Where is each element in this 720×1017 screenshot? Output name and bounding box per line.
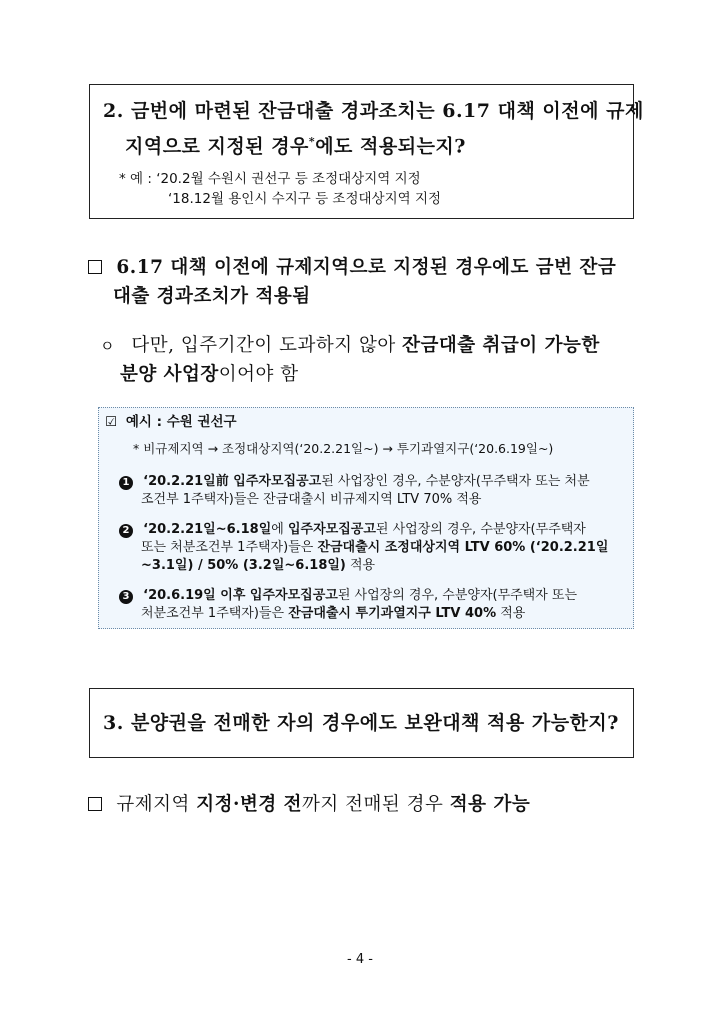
example-item-3-line2 bbox=[141, 605, 525, 623]
answer-2-sub-line1 bbox=[100, 331, 600, 361]
example-item-3-line1 bbox=[119, 587, 577, 605]
answer-3-part-a: 규제지역 bbox=[116, 794, 197, 815]
answer-2-line1 bbox=[88, 253, 616, 283]
question-2-note-line1: * 예 : ‘20.2월 수원시 권선구 등 조정대상지역 지정 bbox=[119, 171, 421, 187]
question-2-note-line2: ‘18.12월 용인시 수지구 등 조정대상지역 지정 bbox=[168, 191, 442, 207]
example-item-1-line2: 조건부 1주택자)들은 잔금대출시 비규제지역 LTV 70% 적용 bbox=[141, 492, 482, 507]
example-item-2-bold-notice: 입주자모집공고 bbox=[287, 522, 376, 537]
answer-2-sub-line2-bold: 분양 사업장 bbox=[120, 364, 219, 385]
question-2-title-line1: 2. 금번에 마련된 잔금대출 경과조치는 6.17 대책 이전에 규제 bbox=[103, 100, 644, 122]
answer-2-line2: 대출 경과조치가 적용됨 bbox=[113, 286, 311, 307]
example-item-1-line1 bbox=[119, 473, 590, 491]
example-title bbox=[105, 413, 237, 431]
question-3-box bbox=[89, 688, 634, 758]
example-box bbox=[98, 407, 634, 629]
question-2-title-line2-part1: 지역으로 지정된 경우 bbox=[125, 135, 309, 158]
example-item-3-line2-bold: 잔금대출시 투기과열지구 LTV 40% bbox=[288, 606, 497, 621]
number-2-icon: 2 bbox=[119, 524, 133, 538]
answer-3-part-d: 적용 가능 bbox=[449, 794, 531, 815]
answer-3-part-c: 까지 전매된 경우 bbox=[302, 794, 450, 815]
example-item-3-line2-plain-1: 처분조건부 1주택자)들은 bbox=[141, 606, 289, 621]
example-item-2-line2-plain: 또는 처분조건부 1주택자)들은 bbox=[141, 540, 318, 555]
answer-3-part-b: 지정·변경 전 bbox=[196, 794, 303, 815]
square-bullet-icon bbox=[88, 260, 102, 274]
example-item-2-line3-plain: 적용 bbox=[345, 558, 376, 573]
answer-2-sub-line1-bold: 잔금대출 취급이 가능한 bbox=[402, 335, 600, 356]
example-item-3-plain: 된 사업장의 경우, 수분양자(무주택자 또는 bbox=[337, 588, 578, 603]
checkbox-icon: ☑ bbox=[105, 414, 118, 430]
example-item-2-plain-1: 에 bbox=[271, 522, 288, 537]
example-item-2-plain-2: 된 사업장의 경우, 수분양자(무주택자 bbox=[375, 522, 586, 537]
question-3-title: 3. 분양권을 전매한 자의 경우에도 보완대책 적용 가능한지? bbox=[103, 712, 619, 734]
question-2-box bbox=[89, 84, 644, 219]
example-item-2-line2-bold: 잔금대출시 조정대상지역 LTV 60% (‘20.2.21일 bbox=[317, 540, 609, 555]
answer-2-sub-line2 bbox=[120, 360, 299, 390]
example-item-2-line3-bold: ~3.1일) / 50% (3.2일~6.18일) bbox=[141, 558, 346, 573]
answer-3-line bbox=[88, 790, 530, 820]
question-2-title-line2 bbox=[125, 127, 466, 161]
circle-bullet: ㅇ bbox=[100, 337, 115, 355]
footnote-marker: * bbox=[308, 135, 316, 148]
question-2-title-line2-part2: 에도 적용되는지? bbox=[315, 135, 466, 158]
answer-2-sub-line1-plain: 다만, 입주기간이 도과하지 않아 bbox=[131, 335, 403, 356]
example-sub: * 비규제지역 → 조정대상지역(‘20.2.21일~) → 투기과열지구(‘20.6.19일~) bbox=[133, 441, 554, 456]
answer-2-sub-line2-plain: 이어야 함 bbox=[218, 364, 299, 385]
number-3-icon: 3 bbox=[119, 590, 133, 604]
example-title-text: 예시 : 수원 권선구 bbox=[125, 414, 237, 430]
example-item-1-plain: 된 사업장인 경우, 수분양자(무주택자 또는 처분 bbox=[321, 474, 590, 489]
page-number: - 4 - bbox=[347, 952, 373, 967]
example-item-2-line2 bbox=[141, 539, 608, 557]
example-item-2-line3 bbox=[141, 557, 375, 575]
number-1-icon: 1 bbox=[119, 476, 133, 490]
example-item-3-bold: ‘20.6.19일 이후 입주자모집공고 bbox=[143, 588, 338, 603]
square-bullet-icon bbox=[88, 797, 102, 811]
example-item-3-line2-plain-2: 적용 bbox=[496, 606, 526, 621]
answer-2-line1-text: 6.17 대책 이전에 규제지역으로 지정된 경우에도 금번 잔금 bbox=[116, 257, 617, 278]
example-item-1-bold: ‘20.2.21일前 입주자모집공고 bbox=[143, 474, 322, 489]
example-item-2-line1 bbox=[119, 521, 586, 539]
example-item-2-bold-date: ‘20.2.21일~6.18일 bbox=[143, 522, 272, 537]
